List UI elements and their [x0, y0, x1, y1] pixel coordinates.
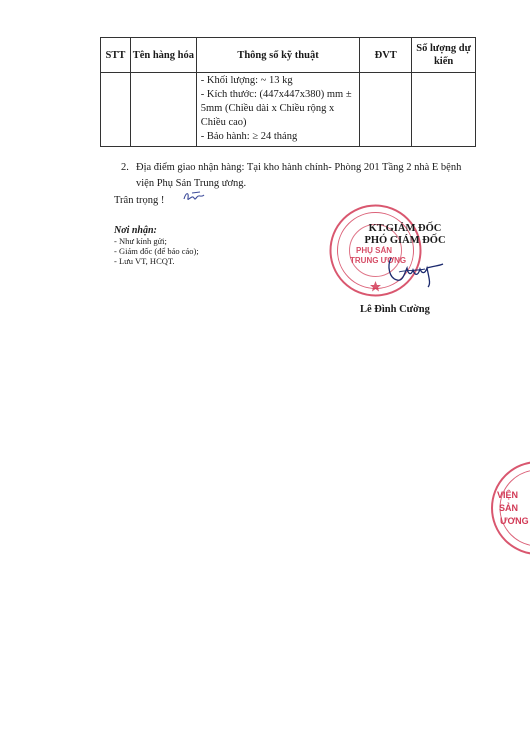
signature-title [340, 223, 470, 247]
cell-specs [196, 73, 360, 147]
recipients-block [114, 225, 199, 266]
delivery-location [121, 160, 479, 192]
cell-qty [412, 73, 476, 147]
signature-title-line2: PHÓ GIÁM ĐỐC [364, 235, 446, 246]
table-row [101, 73, 476, 147]
cell-stt [101, 73, 131, 147]
recipient-item: - Lưu VT, HCQT. [114, 256, 175, 266]
header-qty: Số lượng dự kiến [412, 38, 476, 73]
header-unit: ĐVT [360, 38, 412, 73]
stamp-text-line1: PHỤ SẢN [356, 246, 393, 255]
recipient-item: - Giám đốc (để báo cáo); [114, 246, 199, 256]
table-header-row [101, 38, 476, 73]
header-stt: STT [101, 38, 131, 73]
stamp-text-line2: TRUNG ƯƠNG [350, 256, 407, 265]
cell-item-name [130, 73, 196, 147]
signature-title-line1: KT.GIÁM ĐỐC [368, 223, 442, 234]
edge-stamp-text-line3: ƯƠNG [500, 516, 529, 526]
spec-line: Chiều cao) [200, 117, 247, 128]
header-item-name: Tên hàng hóa [130, 38, 196, 73]
list-number: 2. [121, 162, 129, 173]
closing-text: Trân trọng ! [114, 195, 165, 206]
edge-stamp-text-line2: SẢN [499, 503, 519, 513]
spec-line: - Khối lượng: ~ 13 kg [200, 75, 293, 86]
delivery-text: Địa điểm giao nhận hàng: Tại kho hành chính- Phòng 201 Tầng 2 nhà E bệnh viện Phụ Sản Trung ương. [136, 162, 462, 189]
cell-unit [360, 73, 412, 147]
recipient-item: - Như kính gửi; [114, 236, 167, 246]
spec-line: - Bảo hành: ≥ 24 tháng [200, 131, 298, 142]
header-specs: Thông số kỹ thuật [196, 38, 360, 73]
spec-line: 5mm (Chiều dài x Chiều rộng x [200, 103, 335, 114]
signer-name: Lê Đình Cường [360, 304, 430, 315]
handwritten-signature [385, 252, 445, 288]
recipients-title: Nơi nhận: [114, 225, 157, 236]
initials-mark [182, 190, 206, 204]
edge-stamp-text-line1: VIỆN [497, 490, 519, 500]
spec-table [100, 37, 476, 147]
spec-line: - Kích thước: (447x447x380) mm ± [200, 89, 352, 100]
